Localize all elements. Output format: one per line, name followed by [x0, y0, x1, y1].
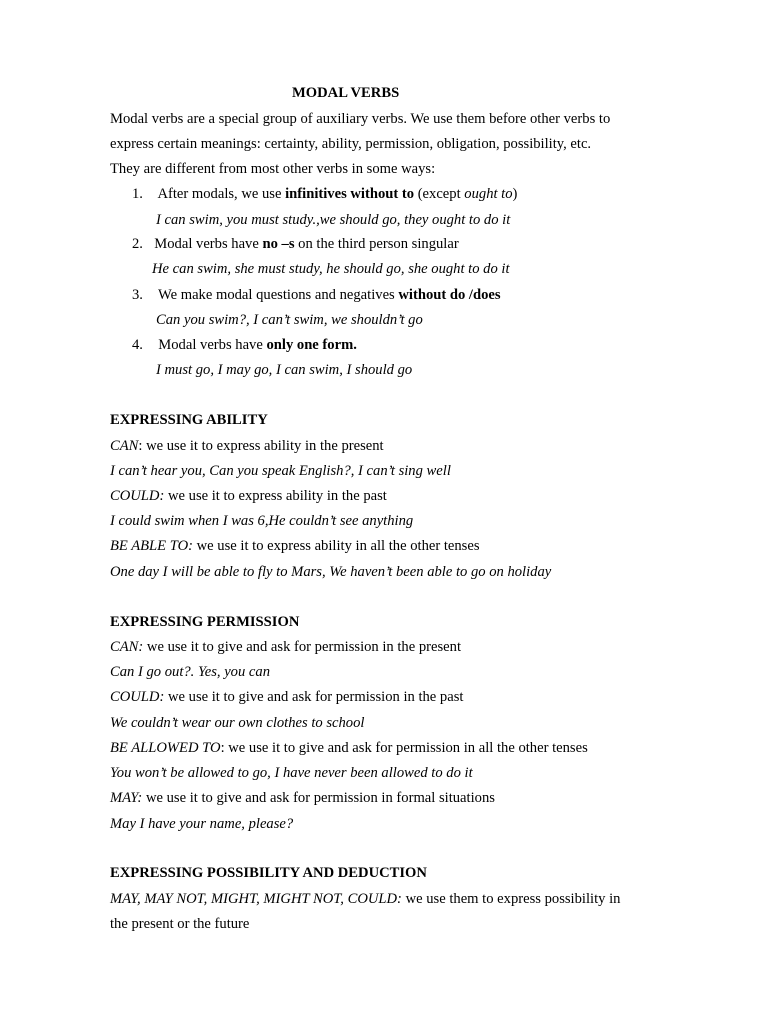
rule-number: 3.	[132, 287, 143, 303]
term: COULD:	[110, 689, 165, 705]
rule-3-example: Can you swim?, I can’t swim, we shouldn’t go	[156, 312, 423, 328]
definition: we use them to express possibility in	[401, 891, 621, 907]
rule-bold: without do /does	[398, 287, 501, 303]
rule-bold: infinitives without to	[285, 186, 415, 202]
rule-italic: ought to	[464, 186, 513, 202]
rule-number: 1.	[132, 186, 143, 202]
rule-text: (except	[414, 186, 465, 202]
permission-may	[110, 790, 495, 807]
intro-line-1: Modal verbs are a special group of auxiliary verbs. We use them before other verbs to	[110, 111, 611, 127]
possibility-modals-continued: the present or the future	[110, 916, 250, 932]
ability-could	[110, 488, 387, 505]
definition: we use it to give and ask for permission in formal situations	[142, 790, 495, 806]
rule-4	[132, 337, 357, 354]
ability-can-example: I can’t hear you, Can you speak English?, I can’t sing well	[110, 463, 451, 479]
permission-be-allowed-to-example: You won’t be allowed to go, I have never been allowed to do it	[110, 765, 473, 781]
rule-bold: no –s	[262, 236, 295, 252]
rule-3	[132, 287, 501, 304]
permission-could	[110, 689, 463, 706]
rule-number: 2.	[132, 236, 143, 252]
ability-can	[110, 438, 384, 455]
rule-1-example: I can swim, you must study.,we should go, they ought to do it	[156, 212, 511, 228]
definition: : we use it to give and ask for permission in all the other tenses	[220, 740, 588, 756]
intro-line-3: They are different from most other verbs in some ways:	[110, 161, 436, 177]
section-heading-possibility: EXPRESSING POSSIBILITY AND DEDUCTION	[110, 865, 427, 881]
section-heading-ability: EXPRESSING ABILITY	[110, 412, 268, 428]
definition: we use it to express ability in all the other tenses	[192, 538, 480, 554]
definition: we use it to give and ask for permission in the present	[143, 639, 461, 655]
rule-text: After modals, we use	[157, 186, 286, 202]
intro-line-2: express certain meanings: certainty, ability, permission, obligation, possibility, etc.	[110, 136, 592, 152]
permission-can	[110, 639, 461, 656]
definition: we use it to express ability in the past	[164, 488, 387, 504]
ability-could-example: I could swim when I was 6,He couldn’t see anything	[110, 513, 414, 529]
definition: we use it to give and ask for permission in the past	[164, 689, 464, 705]
rule-text: )	[512, 186, 518, 202]
term: MAY:	[110, 790, 143, 806]
term: CAN	[110, 438, 139, 454]
rule-text: Modal verbs have	[158, 337, 267, 353]
definition: : we use it to express ability in the present	[138, 438, 384, 454]
rule-4-example: I must go, I may go, I can swim, I should go	[156, 362, 413, 378]
term: MAY, MAY NOT, MIGHT, MIGHT NOT, COULD:	[110, 891, 402, 907]
rule-bold: only one form.	[266, 337, 357, 353]
term: COULD:	[110, 488, 165, 504]
rule-1	[132, 186, 517, 203]
rule-2-example: He can swim, she must study, he should go, she ought to do it	[152, 261, 510, 277]
permission-can-example: Can I go out?. Yes, you can	[110, 664, 270, 680]
ability-be-able-to	[110, 538, 480, 555]
permission-be-allowed-to	[110, 740, 588, 757]
page-title: MODAL VERBS	[292, 85, 400, 101]
ability-be-able-to-example: One day I will be able to fly to Mars, We haven’t been able to go on holiday	[110, 564, 552, 580]
term: CAN:	[110, 639, 144, 655]
possibility-modals	[110, 891, 620, 908]
term: BE ALLOWED TO	[110, 740, 221, 756]
rule-number: 4.	[132, 337, 143, 353]
term: BE ABLE TO:	[110, 538, 193, 554]
permission-could-example: We couldn’t wear our own clothes to school	[110, 715, 365, 731]
section-heading-permission: EXPRESSING PERMISSION	[110, 614, 300, 630]
rule-text: We make modal questions and negatives	[158, 287, 399, 303]
rule-text: on the third person singular	[294, 236, 459, 252]
permission-may-example: May I have your name, please?	[110, 816, 294, 832]
rule-text: Modal verbs have	[154, 236, 263, 252]
rule-2	[132, 236, 459, 253]
